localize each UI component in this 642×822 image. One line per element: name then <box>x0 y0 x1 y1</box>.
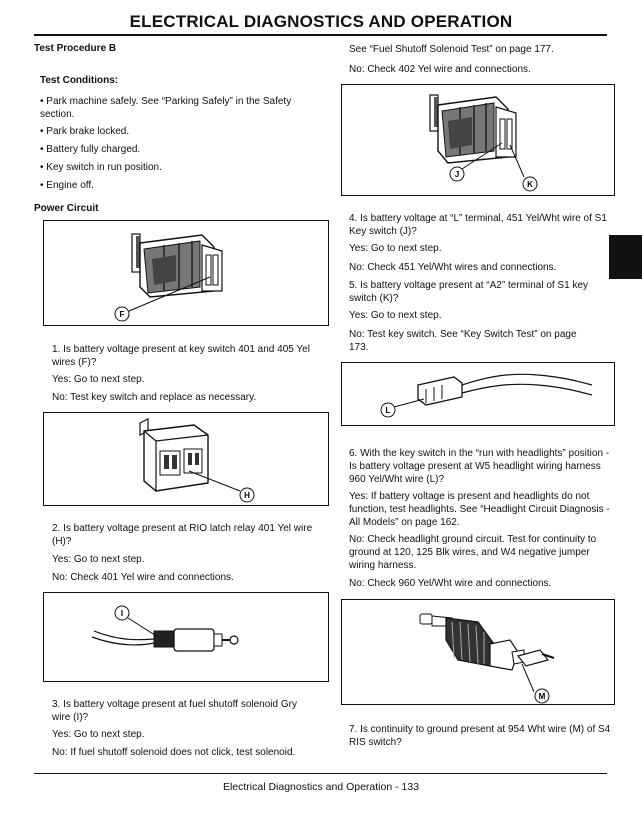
condition-item: • Battery fully charged. <box>40 144 141 155</box>
figure-headlight-connector-l <box>341 362 615 426</box>
title-rule <box>34 34 607 36</box>
figure-key-switch-jk <box>341 84 615 196</box>
step-1-yes: Yes: Go to next step. <box>52 374 145 385</box>
step-5-yes: Yes: Go to next step. <box>349 310 442 321</box>
step-5-no: No: Test key switch. See “Key Switch Test” on page 173. <box>349 329 577 353</box>
headlight-connector-l-illustration <box>342 363 614 425</box>
figure-ris-switch-m <box>341 599 615 705</box>
condition-item: • Engine off. <box>40 180 94 191</box>
step-6-yes: Yes: If battery voltage is present and headlights do not function, test headlights. See “Headlight Circuit Diagnosis - All Models” on page 162. <box>349 491 610 528</box>
key-switch-f-illustration <box>44 221 328 325</box>
figure-relay-h <box>43 412 329 506</box>
step-1-no: No: Test key switch and replace as necessary. <box>52 392 257 403</box>
step-6-question: 6. With the key switch in the “run with headlights” position - Is battery voltage present at W5 headlight wiring harness 960 Yel/Wht wire (L)? <box>349 448 610 485</box>
step-4-question: 4. Is battery voltage at “L” terminal, 451 Yel/Wht wire of S1 Key switch (J)? <box>349 213 607 237</box>
condition-item: • Park brake locked. <box>40 126 130 137</box>
condition-item: • Key switch in run position. <box>40 162 162 173</box>
step-1-question: 1. Is battery voltage present at key switch 401 and 405 Yel wires (F)? <box>52 344 310 368</box>
step-2-question: 2. Is battery voltage present at RIO latch relay 401 Yel wire (H)? <box>52 523 313 547</box>
step-3-question: 3. Is battery voltage present at fuel shutoff solenoid Gry wire (I)? <box>52 699 297 723</box>
step-4-no: No: Check 451 Yel/Wht wires and connections. <box>349 262 557 273</box>
section-tab-marker <box>609 235 642 279</box>
step-3-no: No: If fuel shutoff solenoid does not click, test solenoid. <box>52 747 296 758</box>
relay-h-illustration <box>44 413 328 505</box>
step-6-no-2: No: Check 960 Yel/Wht wire and connections. <box>349 578 552 589</box>
footer-rule <box>34 773 607 774</box>
callout-l: L <box>385 406 391 415</box>
condition-item: • Park machine safely. See “Parking Safely” in the Safety section. <box>40 96 292 120</box>
figure-key-switch-f <box>43 220 329 326</box>
step-4-yes: Yes: Go to next step. <box>349 243 442 254</box>
step-2-yes: Yes: Go to next step. <box>52 554 145 565</box>
key-switch-jk-illustration <box>342 85 614 195</box>
callout-j: J <box>454 170 460 179</box>
step-7-question: 7. Is continuity to ground present at 954 Wht wire (M) of S4 RIS switch? <box>349 724 611 748</box>
callout-i: I <box>120 609 124 618</box>
solenoid-i-illustration <box>44 593 328 681</box>
step-6-no: No: Check headlight ground circuit. Test for continuity to ground at 120, 125 Blk wires, and W4 negative jumper wiring harness. <box>349 534 597 571</box>
callout-k: K <box>527 180 533 189</box>
step-3-yes: Yes: Go to next step. <box>52 729 145 740</box>
figure-solenoid-i <box>43 592 329 682</box>
test-conditions-heading: Test Conditions: <box>40 75 119 86</box>
test-procedure-heading: Test Procedure B <box>34 43 117 54</box>
step-5-question: 5. Is battery voltage present at “A2” terminal of S1 key switch (K)? <box>349 280 589 304</box>
ris-switch-m-illustration <box>342 600 614 704</box>
callout-m: M <box>538 692 546 701</box>
step-3-continued: See “Fuel Shutoff Solenoid Test” on page 177. <box>349 44 554 55</box>
callout-f: F <box>119 310 125 319</box>
step-2-no: No: Check 401 Yel wire and connections. <box>52 572 234 583</box>
power-circuit-heading: Power Circuit <box>34 203 99 214</box>
step-3-no-2: No: Check 402 Yel wire and connections. <box>349 64 531 75</box>
callout-h: H <box>244 491 250 500</box>
page-footer: Electrical Diagnostics and Operation - 133 <box>222 781 420 793</box>
page-title: ELECTRICAL DIAGNOSTICS AND OPERATION <box>129 12 513 31</box>
